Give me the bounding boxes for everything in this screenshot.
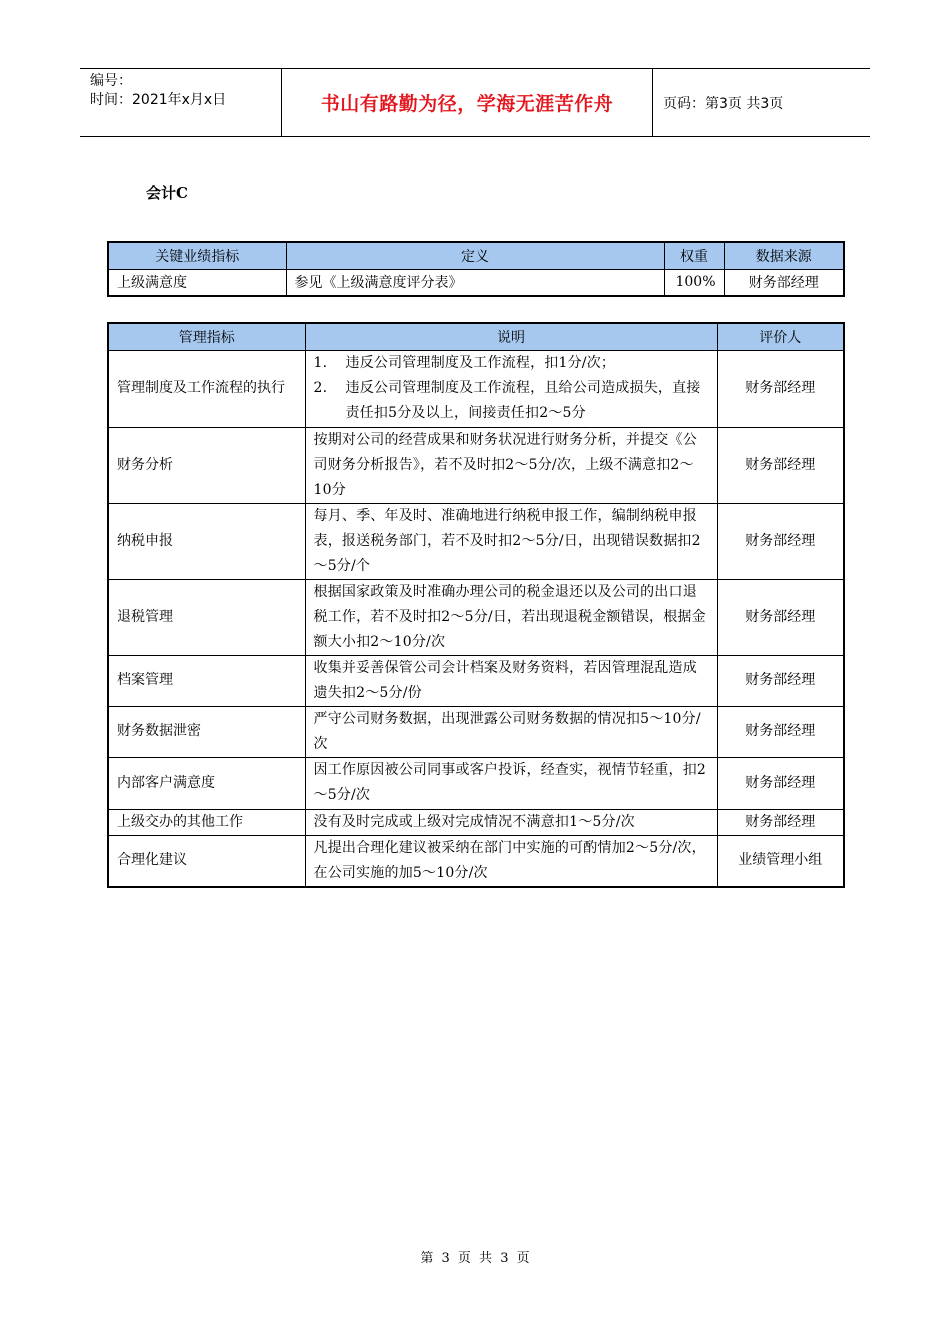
- header-page-cell: [653, 69, 870, 136]
- mgmt-description-cell: 收集并妥善保管公司会计档案及财务资料，若因管理混乱造成遗失扣2～5分/份: [305, 655, 717, 706]
- kpi-table: [107, 241, 845, 297]
- table-row: [108, 350, 844, 427]
- time-label: 时间：2021年x月x日: [90, 92, 227, 108]
- rule-number: 1.: [313, 355, 328, 371]
- mgmt-description-cell: 每月、季、年及时、准确地进行纳税申报工作，编制纳税申报表，报送税务部门，若不及时扣2～5分/日，出现错误数据扣2～5分/个: [305, 503, 717, 579]
- mgmt-header-row: [108, 323, 844, 350]
- mgmt-evaluator-cell: 财务部经理: [717, 503, 844, 579]
- rule-text: 违反公司管理制度及工作流程，扣1分/次；: [345, 355, 616, 371]
- mgmt-description-cell: 根据国家政策及时准确办理公司的税金退还以及公司的出口退税工作，若不及时扣2～5分/日，若出现退税金额错误，根据金额大小扣2～10分/次: [305, 579, 717, 655]
- list-item: [314, 376, 709, 426]
- list-item: [314, 351, 709, 376]
- table-row: [108, 655, 844, 706]
- mgmt-evaluator-cell: 财务部经理: [717, 809, 844, 835]
- mgmt-indicator-cell: 内部客户满意度: [108, 757, 305, 809]
- mgmt-header-indicator: 管理指标: [108, 323, 305, 350]
- kpi-indicator-cell: 上级满意度: [108, 269, 286, 296]
- table-row: [108, 835, 844, 887]
- table-row: [108, 503, 844, 579]
- page-label: 页码：第3页 共3页: [663, 95, 784, 112]
- table-row: [108, 269, 844, 296]
- mgmt-evaluator-cell: 财务部经理: [717, 350, 844, 427]
- mgmt-indicator-cell: 管理制度及工作流程的执行: [108, 350, 305, 427]
- mgmt-description-cell: [305, 350, 717, 427]
- mgmt-description-cell: 凡提出合理化建议被采纳在部门中实施的可酌情加2～5分/次，在公司实施的加5～10分/次: [305, 835, 717, 887]
- motto-text: 书山有路勤为径，学海无涯苦作舟: [320, 93, 614, 115]
- page-footer: 第 3 页 共 3 页: [420, 1251, 530, 1266]
- rule-text: 违反公司管理制度及工作流程，且给公司造成损失，直接责任扣5分及以上，间接责任扣2～5分: [345, 380, 701, 421]
- mgmt-description-cell: 因工作原因被公司同事或客户投诉，经查实，视情节轻重，扣2～5分/次: [305, 757, 717, 809]
- mgmt-evaluator-cell: 财务部经理: [717, 655, 844, 706]
- mgmt-indicator-cell: 纳税申报: [108, 503, 305, 579]
- header-meta: [80, 69, 281, 136]
- kpi-header-indicator: 关键业绩指标: [108, 242, 286, 269]
- kpi-header-source: 数据来源: [724, 242, 844, 269]
- kpi-definition-cell: 参见《上级满意度评分表》: [286, 269, 664, 296]
- management-table: [107, 322, 845, 888]
- mgmt-indicator-cell: 档案管理: [108, 655, 305, 706]
- mgmt-description-cell: 按期对公司的经营成果和财务状况进行财务分析，并提交《公司财务分析报告》，若不及时扣2～5分/次，上级不满意扣2～10分: [305, 427, 717, 503]
- serial-label: 编号：: [90, 73, 132, 89]
- mgmt-evaluator-cell: 财务部经理: [717, 579, 844, 655]
- mgmt-indicator-cell: 财务数据泄密: [108, 706, 305, 757]
- table-row: [108, 427, 844, 503]
- mgmt-indicator-cell: 合理化建议: [108, 835, 305, 887]
- mgmt-evaluator-cell: 财务部经理: [717, 757, 844, 809]
- mgmt-indicator-cell: 上级交办的其他工作: [108, 809, 305, 835]
- mgmt-indicator-cell: 退税管理: [108, 579, 305, 655]
- mgmt-header-description: 说明: [305, 323, 717, 350]
- mgmt-description-cell: 没有及时完成或上级对完成情况不满意扣1～5分/次: [305, 809, 717, 835]
- mgmt-evaluator-cell: 财务部经理: [717, 706, 844, 757]
- table-row: [108, 706, 844, 757]
- mgmt-indicator-cell: 财务分析: [108, 427, 305, 503]
- kpi-header-weight: 权重: [664, 242, 724, 269]
- table-row: [108, 809, 844, 835]
- kpi-weight-cell: 100%: [664, 269, 724, 296]
- mgmt-header-evaluator: 评价人: [717, 323, 844, 350]
- rules-list: [314, 351, 709, 426]
- page-header: [80, 68, 870, 137]
- kpi-header-row: [108, 242, 844, 269]
- kpi-source-cell: 财务部经理: [724, 269, 844, 296]
- mgmt-description-cell: 严守公司财务数据，出现泄露公司财务数据的情况扣5～10分/次: [305, 706, 717, 757]
- table-row: [108, 757, 844, 809]
- mgmt-evaluator-cell: 财务部经理: [717, 427, 844, 503]
- header-motto-cell: [281, 69, 653, 136]
- kpi-header-definition: 定义: [286, 242, 664, 269]
- table-row: [108, 579, 844, 655]
- section-title: 会计C: [146, 184, 188, 202]
- mgmt-evaluator-cell: 业绩管理小组: [717, 835, 844, 887]
- rule-number: 2.: [313, 380, 328, 396]
